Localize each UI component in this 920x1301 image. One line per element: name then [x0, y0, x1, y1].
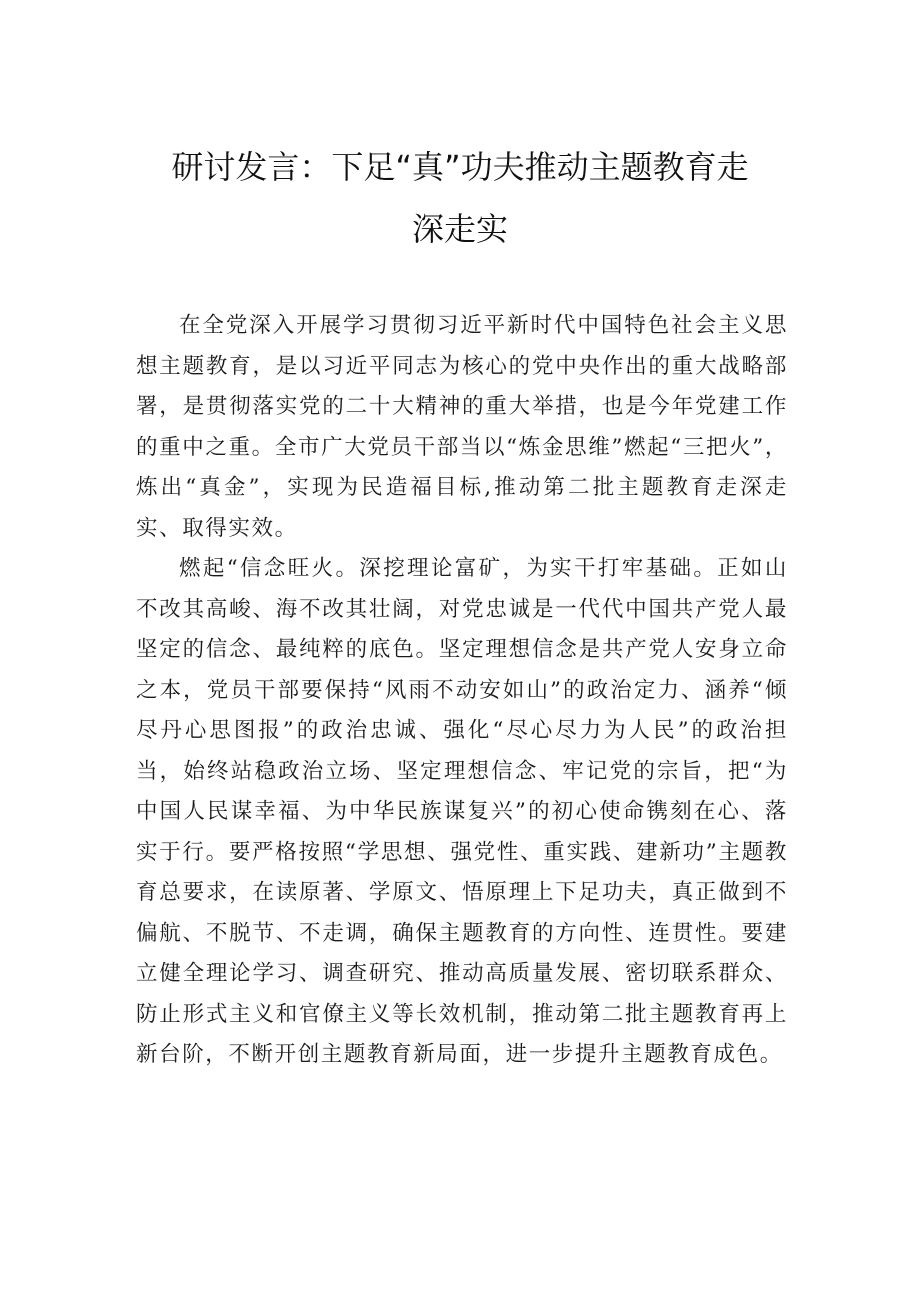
title-line-1: 研讨发言：下足“真”功夫推动主题教育走	[171, 148, 749, 186]
paragraph-2: 燃起“信念旺火。深挖理论富矿，为实干打牢基础。正如山不改其高峻、海不改其壮阔，对党忠诚是一代代中国共产党人最坚定的信念、最纯粹的底色。坚定理想信念是共产党人安身立命之本，党员干部要保持“风雨不动安如山”的政治定力、涵养“倾尽丹心思图报”的政治忠诚、强化“尽心尽力为人民”的政治担当，始终站稳政治立场、坚定理想信念、牢记党的宗旨，把“为中国人民谋幸福、为中华民族谋复兴”的初心使命镌刻在心、落实于行。要严格按照“学思想、强党性、重实践、建新功”主题教育总要求，在读原著、学原文、悟原理上下足功夫，真正做到不偏航、不脱节、不走调，确保主题教育的方向性、连贯性。要建立健全理论学习、调查研究、推动高质量发展、密切联系群众、防止形式主义和官僚主义等长效机制，推动第二批主题教育再上新台阶，不断开创主题教育新局面，进一步提升主题教育成色。	[136, 556, 788, 1067]
title-line-2: 深走实	[411, 210, 508, 248]
paragraph-1: 在全党深入开展学习贯彻习近平新时代中国特色社会主义思想主题教育，是以习近平同志为核心的党中央作出的重大战略部署，是贯彻落实党的二十大精神的重大举措，也是今年党建工作的重中之重。全市广大党员干部当以“炼金思维”燃起“三把火”，炼出“真金”，实现为民造福目标,推动第二批主题教育走深走实、取得实效。	[136, 313, 788, 541]
document-title	[120, 136, 800, 260]
document-body	[136, 306, 788, 1076]
